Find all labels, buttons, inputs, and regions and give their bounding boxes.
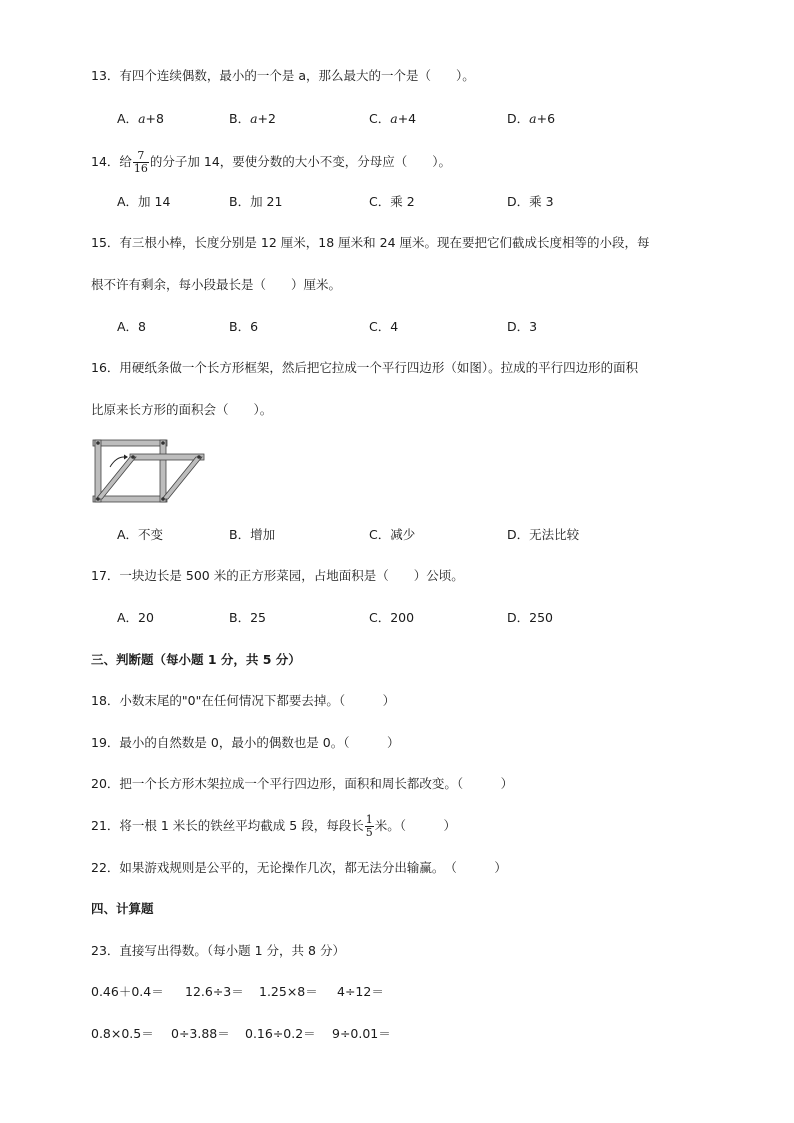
option-d[interactable]: D．a+6 (507, 111, 556, 126)
question-23-title: 23．直接写出得数。（每小题 1 分，共 8 分） (91, 943, 345, 958)
option-a[interactable]: A．20 (117, 610, 154, 625)
fraction-1-5: $\frac{1}{5}$ (365, 813, 373, 839)
question-13-options (117, 109, 717, 129)
option-b[interactable]: B．加 21 (229, 194, 283, 209)
question-16-options (117, 525, 717, 545)
question-16-line1: 16．用硬纸条做一个长方形框架，然后把它拉成一个平行四边形（如图）。拉成的平行四边形的面积 (91, 360, 639, 375)
option-a[interactable]: A．加 14 (117, 194, 171, 209)
question-19: 19．最小的自然数是 0，最小的偶数也是 0。（ ） (91, 735, 400, 750)
option-b[interactable]: B．6 (229, 319, 259, 334)
option-a[interactable]: A．不变 (117, 527, 164, 542)
calc-item: 0.46＋0.4＝ (91, 984, 164, 999)
option-a[interactable]: A．a+8 (117, 111, 164, 126)
question-22: 22．如果游戏规则是公平的，无论操作几次，都无法分出输赢。 （ ） (91, 860, 507, 875)
question-16-line2: 比原来长方形的面积会（ ）。 (91, 402, 273, 417)
option-c[interactable]: C．乘 2 (369, 194, 415, 209)
option-b[interactable]: B．25 (229, 610, 266, 625)
calc-item: 0.8×0.5＝ (91, 1026, 154, 1041)
question-20: 20．把一个长方形木架拉成一个平行四边形，面积和周长都改变。（ ） (91, 776, 514, 791)
question-15-options (117, 317, 717, 337)
question-15-line2: 根不许有剩余，每小段最长是（ ）厘米。 (91, 277, 342, 292)
option-c[interactable]: C．a+4 (369, 111, 417, 126)
option-c[interactable]: C．减少 (369, 527, 416, 542)
question-18: 18．小数末尾的"0"在任何情况下都要去掉。（ ） (91, 693, 396, 708)
option-c[interactable]: C．4 (369, 319, 399, 334)
option-b[interactable]: B．a+2 (229, 111, 276, 126)
option-a[interactable]: A．8 (117, 319, 147, 334)
option-d[interactable]: D．乘 3 (507, 194, 554, 209)
calc-item: 9÷0.01＝ (332, 1026, 391, 1041)
calc-item: 1.25×8＝ (259, 984, 318, 999)
calc-item: 0.16÷0.2＝ (245, 1026, 316, 1041)
option-d[interactable]: D．无法比较 (507, 527, 580, 542)
option-c[interactable]: C．200 (369, 610, 415, 625)
calc-item: 0÷3.88＝ (171, 1026, 230, 1041)
question-21: 21．将一根 1 米长的铁丝平均截成 5 段，每段长 $\frac{1}{5}$ 米。（ ） (91, 813, 456, 839)
question-17: 17．一块边长是 500 米的正方形菜园，占地面积是（ ）公顷。 (91, 568, 464, 583)
rectangle-parallelogram-figure (90, 437, 210, 507)
question-13: 13．有四个连续偶数，最小的一个是 a，那么最大的一个是（ ）。 (91, 68, 475, 83)
calc-item: 12.6÷3＝ (185, 984, 244, 999)
calc-item: 4÷12＝ (337, 984, 384, 999)
option-b[interactable]: B．增加 (229, 527, 276, 542)
section-heading-calculation: 四、计算题 (91, 901, 154, 916)
option-d[interactable]: D．3 (507, 319, 538, 334)
fraction-7-16: $\frac{7}{16}$ (133, 149, 148, 175)
parallelogram-frame (96, 454, 204, 499)
question-14: 14．给 $\frac{7}{16}$ 的分子加 14，要使分数的大小不变，分母应（ ）。 (91, 149, 452, 175)
section-heading-judgment: 三、判断题（每小题 1 分，共 5 分） (91, 652, 301, 667)
arrow-icon (110, 457, 124, 467)
option-d[interactable]: D．250 (507, 610, 553, 625)
question-17-options (117, 608, 717, 628)
question-14-options (117, 192, 717, 212)
question-15-line1: 15．有三根小棒，长度分别是 12 厘米，18 厘米和 24 厘米。现在要把它们截成长度相等的小段，每 (91, 235, 650, 250)
